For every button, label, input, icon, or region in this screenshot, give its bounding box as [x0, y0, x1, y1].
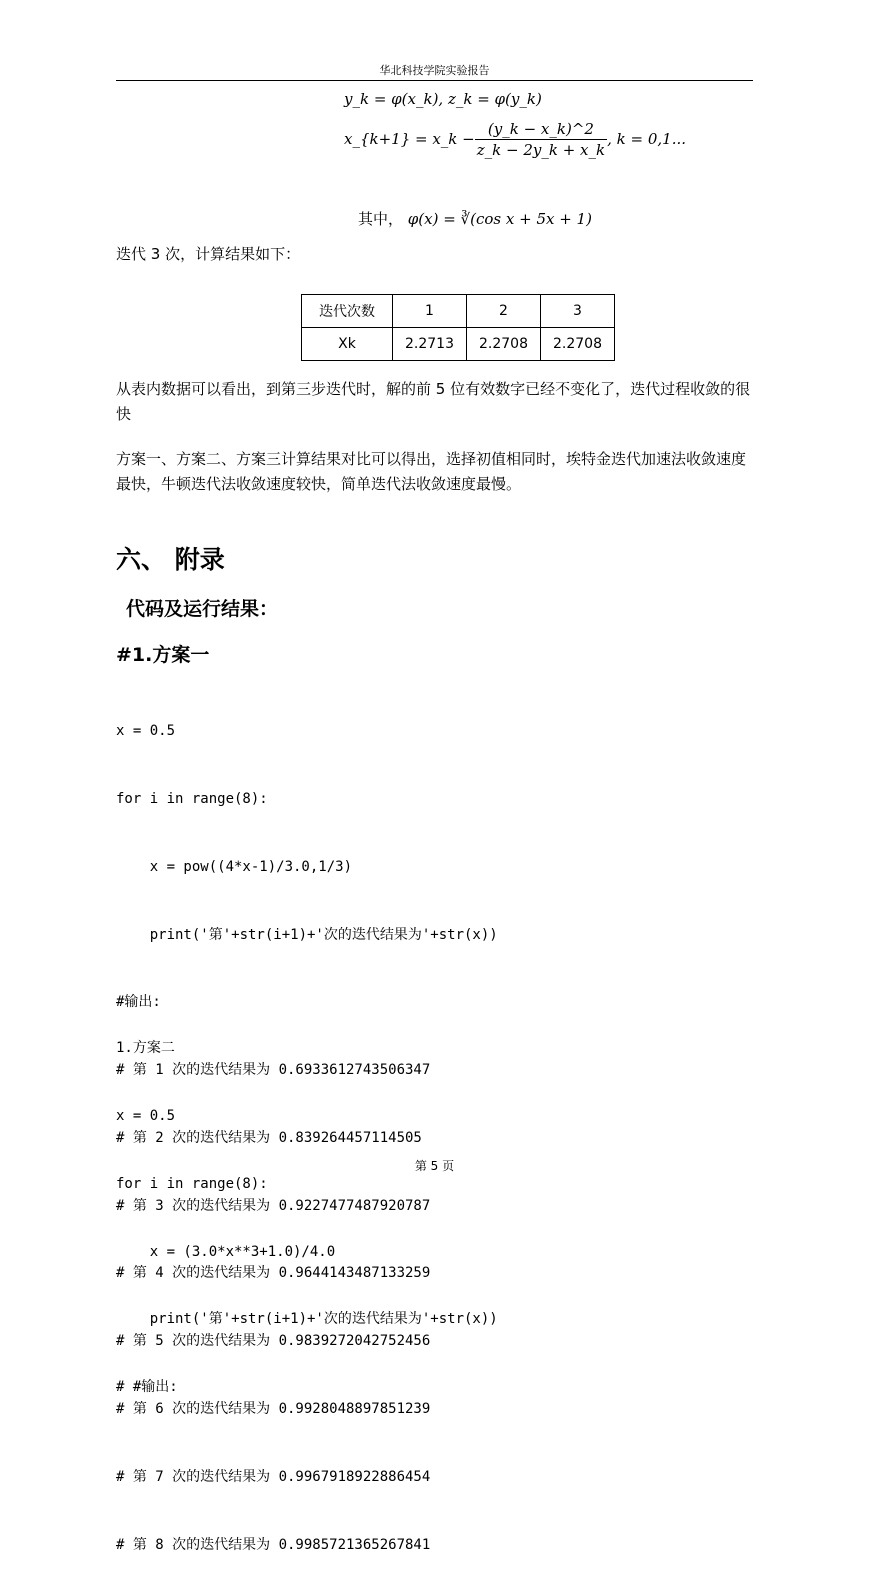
- equation-aitken-lhs: x_{k+1} = x_k −: [344, 130, 475, 148]
- page-header: 华北科技学院实验报告: [379, 64, 490, 77]
- page-number: 第 5 页: [414, 1159, 455, 1173]
- code-line: print('第'+str(i+1)+'次的迭代结果为'+str(x)): [116, 1311, 498, 1328]
- code-line: #输出:: [116, 994, 161, 1011]
- table-row: [302, 328, 615, 361]
- code-line: # 第 4 次的迭代结果为 0.9644143487133259: [116, 1265, 431, 1282]
- code-line: x = 0.5: [116, 1107, 176, 1124]
- table-header-row: [302, 295, 615, 328]
- code-line: # 第 3 次的迭代结果为 0.9227477487920787: [116, 1197, 431, 1214]
- code-line: x = (3.0*x**3+1.0)/4.0: [116, 1243, 336, 1260]
- equation-aitken-numerator: (y_k − x_k)^2: [475, 119, 607, 140]
- subsection-title: 代码及运行结果：: [126, 598, 279, 620]
- code-line: # 第 6 次的迭代结果为 0.9928048897851239: [116, 1401, 431, 1417]
- table-cell: 2: [467, 295, 541, 328]
- equation-aitken-fraction: [475, 119, 607, 160]
- code-line: # 第 2 次的迭代结果为 0.839264457114505: [116, 1129, 422, 1146]
- equation-aitken-tail: , k = 0,1...: [607, 130, 686, 148]
- code-line: # #输出:: [116, 1379, 178, 1396]
- results-table: [301, 294, 615, 361]
- header-divider: [116, 80, 753, 81]
- phi-definition: [358, 208, 592, 229]
- intro-text: 迭代 3 次，计算结果如下：: [116, 245, 301, 263]
- code-line: # 第 1 次的迭代结果为 0.6933612743506347: [116, 1062, 431, 1079]
- table-cell: 1: [393, 295, 467, 328]
- code-line: for i in range(8):: [116, 1175, 268, 1192]
- table-cell: 2.2708: [467, 328, 541, 361]
- equation-aitken-update: [344, 116, 686, 162]
- table-cell: Xk: [302, 328, 393, 361]
- code-line: # 第 5 次的迭代结果为 0.9839272042752456: [116, 1333, 431, 1350]
- table-cell: 迭代次数: [302, 295, 393, 328]
- code-line: # 第 8 次的迭代结果为 0.9985721365267841: [116, 1536, 431, 1553]
- code-line: 1.方案二: [116, 1040, 175, 1057]
- phi-prefix: 其中，: [358, 210, 404, 228]
- code-block-scheme-2: [116, 992, 756, 1421]
- code-line: x = pow((4*x-1)/3.0,1/3): [116, 858, 353, 875]
- code-line: x = 0.5: [116, 723, 176, 740]
- equation-aitken-denominator: z_k − 2y_k + x_k: [476, 140, 606, 159]
- phi-formula: φ(x) = ∛(cos x + 5x + 1): [407, 210, 592, 228]
- code-line: # 第 7 次的迭代结果为 0.9967918922886454: [116, 1468, 431, 1485]
- comparison-paragraph: 方案一、方案二、方案三计算结果对比可以得出，选择初值相同时，埃特金迭代加速法收敛速度最快，牛顿迭代法收敛速度较快，简单迭代法收敛速度最慢。: [116, 450, 747, 493]
- analysis-paragraph: 从表内数据可以看出，到第三步迭代时，解的前 5 位有效数字已经不变化了，迭代过程收敛的很快: [116, 380, 751, 423]
- equation-phi-iterates: y_k = φ(x_k), z_k = φ(y_k): [344, 90, 542, 108]
- table-cell: 2.2713: [393, 328, 467, 361]
- table-cell: 3: [541, 295, 615, 328]
- code-line: print('第'+str(i+1)+'次的迭代结果为'+str(x)): [116, 926, 498, 943]
- subsubsection-title: #1.方案一: [116, 644, 210, 666]
- code-line: for i in range(8):: [116, 790, 268, 807]
- section-title: 六、 附录: [116, 545, 225, 574]
- table-cell: 2.2708: [541, 328, 615, 361]
